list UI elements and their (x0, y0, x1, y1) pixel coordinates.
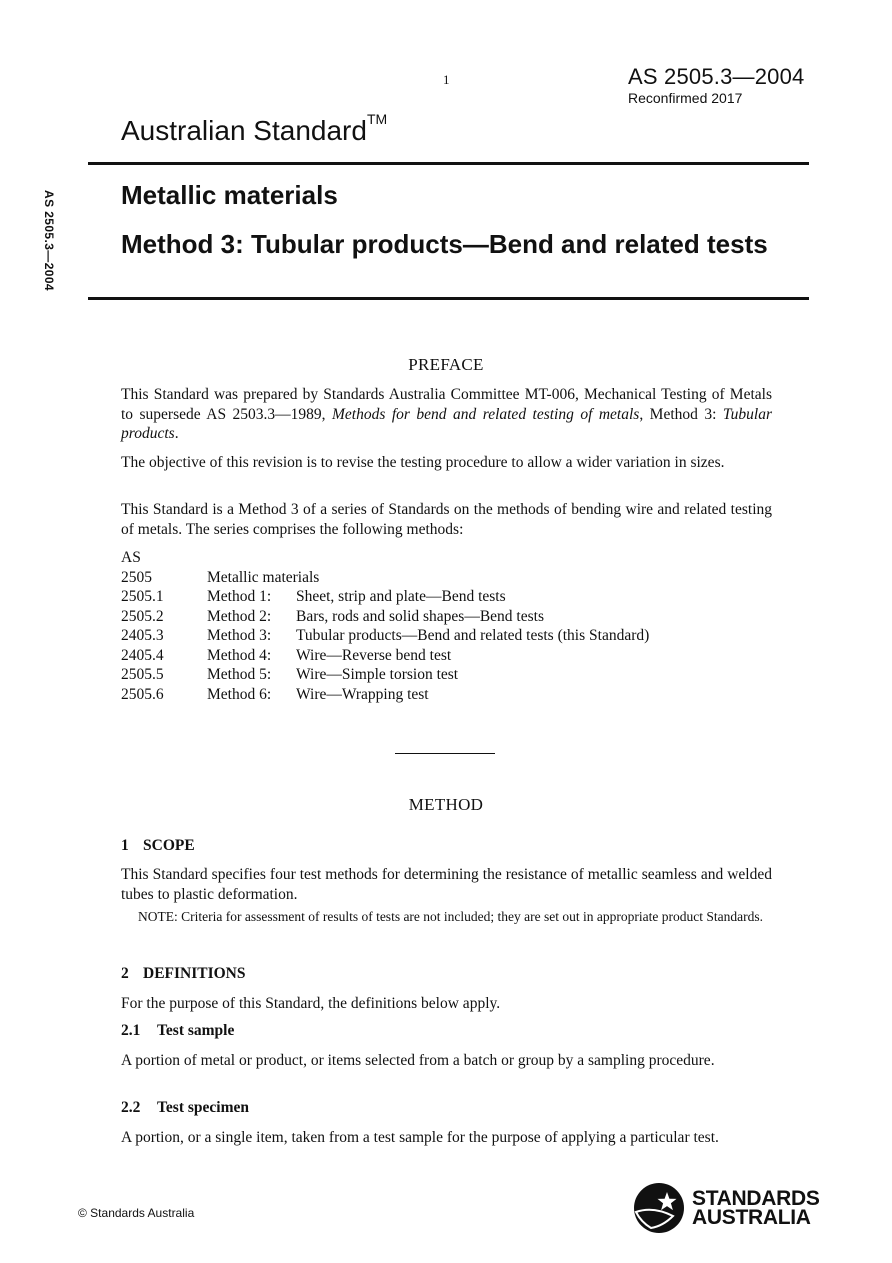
preface-paragraph-2: The objective of this revision is to revise the testing procedure to allow a wider variation in sizes. (121, 454, 725, 471)
logo-wordmark (692, 1189, 820, 1227)
section-number: 1 (121, 837, 129, 854)
standards-australia-logo (633, 1182, 820, 1234)
series-code: 2505.2 (121, 607, 164, 625)
series-method: Method 2: (207, 607, 272, 625)
section-2-1-text: A portion of metal or product, or items selected from a batch or group by a sampling procedure. (121, 1052, 715, 1069)
series-label: AS (121, 549, 141, 566)
brand-text: Australian Standard (121, 115, 367, 146)
section-title: Test sample (157, 1022, 235, 1039)
section-number: 2 (121, 965, 129, 982)
series-title: Metallic materials (207, 568, 320, 586)
series-title: Bars, rods and solid shapes—Bend tests (296, 607, 544, 625)
document-subtitle: Method 3: Tubular products—Bend and related tests (121, 229, 768, 259)
section-2-2-heading (121, 1099, 249, 1117)
series-method: Method 1: (207, 588, 272, 605)
series-title: Sheet, strip and plate—Bend tests (296, 588, 506, 605)
header-rule-bottom (88, 297, 809, 300)
section-1-text: This Standard specifies four test methods for determining the resistance of metallic seamless and welded tubes to plastic deformation. (121, 866, 772, 903)
method-heading: METHOD (408, 795, 484, 814)
series-title: Wire—Reverse bend test (296, 646, 452, 664)
brand-title (121, 110, 388, 147)
series-item (121, 626, 649, 646)
superseded-method-title: Tubular products (121, 405, 772, 442)
page-number: 1 (443, 72, 450, 87)
section-separator (395, 753, 495, 754)
star-logo-icon (633, 1182, 685, 1234)
logo-line-1: STANDARDS (692, 1187, 820, 1210)
series-code: 2505.6 (121, 685, 164, 703)
section-number: 2.1 (121, 1022, 141, 1039)
series-rows (121, 568, 649, 705)
series-code: 2505.1 (121, 588, 164, 605)
preface-paragraph-3: This Standard is a Method 3 of a series of Standards on the methods of bending wire and related testing of metals. The series comprises the following methods: (121, 501, 772, 538)
document-title: Metallic materials (121, 180, 338, 210)
section-title: SCOPE (143, 837, 195, 854)
side-standard-label: AS 2505.3—2004 (42, 190, 56, 292)
section-1-heading (121, 837, 195, 855)
series-method: Method 4: (207, 646, 272, 664)
preface-heading: PREFACE (408, 355, 484, 374)
series-item (121, 685, 649, 705)
section-2-text: For the purpose of this Standard, the definitions below apply. (121, 995, 501, 1012)
section-title: DEFINITIONS (143, 965, 246, 982)
section-number: 2.2 (121, 1099, 141, 1116)
section-2-heading (121, 965, 246, 983)
series-item (121, 646, 649, 666)
series-item (121, 665, 649, 685)
preface-paragraph-1: This Standard was prepared by Standards Australia Committee MT-006, Mechanical Testing of Metals to supersede AS 2503.3—1989, Methods for bend and related testing of metals, Method 3: Tubular products. (121, 386, 772, 442)
section-1-note: NOTE: Criteria for assessment of results of tests are not included; they are set out in appropriate product Standards. (138, 909, 763, 924)
section-2-1-heading (121, 1022, 234, 1040)
series-list (121, 548, 649, 704)
copyright-notice: © Standards Australia (78, 1206, 195, 1220)
superseded-title: Methods for bend and related testing of metals (332, 405, 640, 423)
series-title: Wire—Simple torsion test (296, 666, 459, 683)
series-title: Tubular products—Bend and related tests (this Standard) (296, 627, 650, 644)
logo-line-2: AUSTRALIA (692, 1206, 811, 1229)
series-item (121, 607, 649, 627)
series-method: Method 6: (207, 685, 272, 703)
series-code: 2505 (121, 568, 152, 586)
series-item (121, 587, 649, 607)
standard-number: AS 2505.3—2004 (628, 64, 805, 89)
series-method: Method 5: (207, 666, 272, 683)
section-title: Test specimen (157, 1099, 249, 1116)
series-code: 2405.3 (121, 627, 164, 644)
reconfirmed-label: Reconfirmed 2017 (628, 90, 743, 106)
series-code: 2405.4 (121, 646, 164, 664)
trademark-mark: TM (366, 110, 388, 127)
header-rule-top (88, 162, 809, 165)
series-item (121, 568, 649, 588)
series-method: Method 3: (207, 627, 272, 644)
series-title: Wire—Wrapping test (296, 685, 429, 703)
series-code: 2505.5 (121, 666, 164, 683)
section-2-2-text: A portion, or a single item, taken from a test sample for the purpose of applying a particular test. (121, 1129, 719, 1146)
